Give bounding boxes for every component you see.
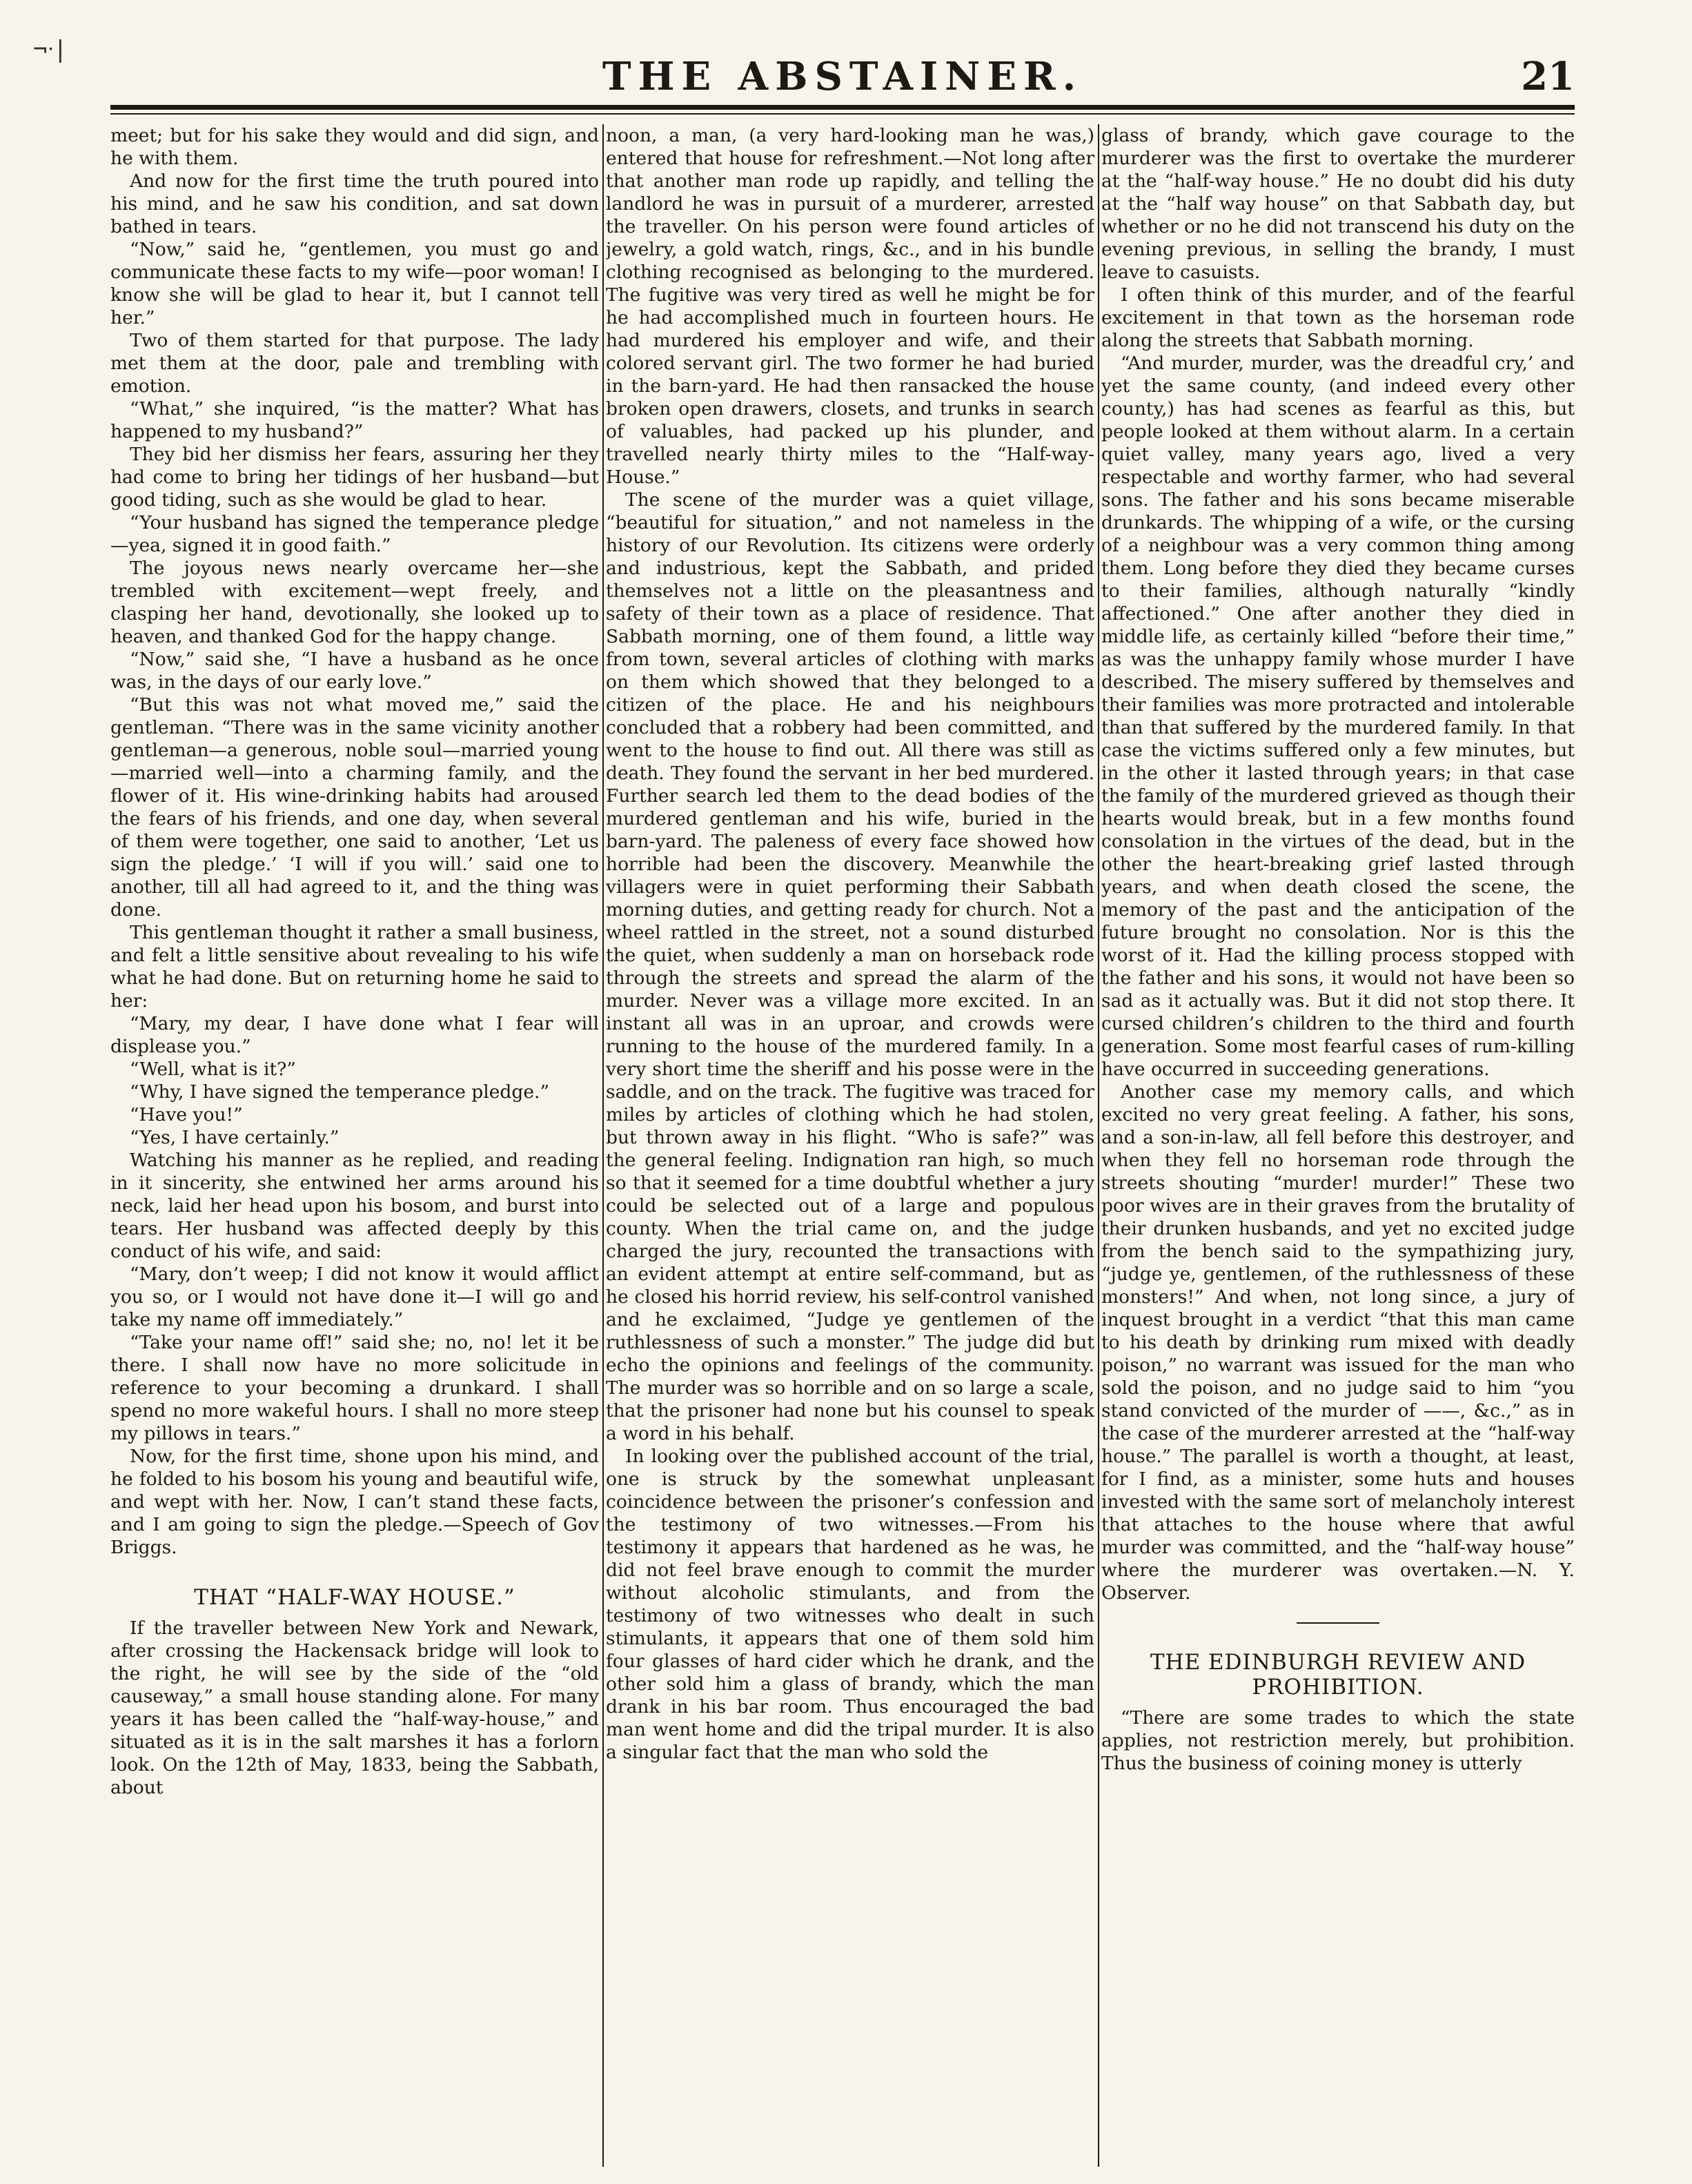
paragraph: “Your husband has signed the temperance pledge—yea, signed it in good faith.” <box>110 512 599 556</box>
paragraph: Watching his manner as he replied, and reading in it sincerity, she entwined her arms around his neck, laid her head upon his bosom, and burst into tears. Her husband was affected deeply by this conduct of his wife, and said: <box>110 1150 599 1262</box>
paragraph: The scene of the murder was a quiet village, “beautiful for situation,” and not nameless in the history of our Revolution. Its citizens were orderly and industrious, kept the Sabbath, and prided themselves not a little on the pleasantness and safety of their town as a place of residence. That Sabbath morning, one of them found, a little way from town, several articles of clothing with marks on them which showed that they belonged to a citizen of the place. He and his neighbours concluded that a robbery had been committed, and went to the house to find out. All there was still as death. They found the servant in her bed murdered. Further search led them to the dead bodies of the murdered gentleman and his wife, buried in the barn-yard. The paleness of every face showed how horrible had been the discovery. Meanwhile the villagers were in quiet performing their Sabbath morning duties, and getting ready for church. Not a wheel rattled in the street, not a sound disturbed the quiet, when suddenly a man on horseback rode through the streets and spread the alarm of the murder. Never was a village more excited. In an instant all was in an uproar, and crowds were running to the house of the murdered family. In a very short time the sheriff and his posse were in the saddle, and on the track. The fugitive was traced for miles by articles of clothing which he had stolen, but thrown away in his flight. “Who is safe?” was the general feeling. Indignation ran high, so much so that it seemed for a time doubtful whether a jury could be selected out of a large and populous county. When the trial came on, and the judge charged the jury, recounted the transactions with an evident attempt at entire self-command, but as he closed his horrid review, his self-control vanished and he exclaimed, “Judge ye gentlemen of the ruthlessness of such a monster.” The judge did but echo the opinions and feelings of the community. The murder was so horrible and on so large a scale, that the prisoner had none but his counsel to speak a word in his behalf. <box>606 489 1094 1444</box>
paragraph: “Take your name off!” said she; no, no! let it be there. I shall now have no more solicitude in reference to your becoming a drunkard. I shall spend no more wakeful hours. I shall no more steep my pillows in tears.” <box>110 1332 599 1444</box>
header-rule <box>110 105 1575 110</box>
paragraph: meet; but for his sake they would and did sign, and he with them. <box>110 125 599 169</box>
paragraph: “Have you!” <box>130 1104 243 1125</box>
paragraph: “But this was not what moved me,” said the gentleman. “There was in the same vicinity another gentleman—a generous, noble soul—married young—married well—into a charming family, and the flower of it. His wine-drinking habits had aroused the fears of his friends, and one day, when several of them were together, one said to another, ‘Let us sign the pledge.’ ‘I will if you will.’ said one to another, till all had agreed to it, and the thing was done. <box>110 694 599 921</box>
paragraph: “Now,” said he, “gentlemen, you must go and communicate these facts to my wife—poor woman! I know she will be glad to hear it, but I cannot tell her.” <box>110 239 599 328</box>
paragraph: And now for the first time the truth poured into his mind, and he saw his condition, and sat down bathed in tears. <box>110 170 599 237</box>
paragraph: noon, a man, (a very hard-looking man he was,) entered that house for refreshment.—Not long after that another man rode up rapidly, and telling the landlord he was in pursuit of a murderer, arrested the traveller. On his person were found articles of jewelry, a gold watch, rings, &c., and in his bundle clothing recognised as belonging to the murdered. The fugitive was very tired as well he might be for he had accomplished much in fourteen hours. He had murdered his employer and wife, and their colored servant girl. The two former he had buried in the barn-yard. He had then ransacked the house broken open drawers, closets, and trunks in search of valuables, had packed up his plunder, and travelled nearly thirty miles to the “Half-way-House.” <box>606 125 1094 488</box>
paragraph: “Now,” said she, “I have a husband as he once was, in the days of our early love.” <box>110 649 599 693</box>
paragraph: “Well, what is it?” <box>130 1059 296 1080</box>
column-divider <box>602 124 604 2167</box>
paragraph: I often think of this murder, and of the fearful excitement in that town as the horseman rode along the streets that Sabbath morning. <box>1101 284 1575 351</box>
page-number: 21 <box>1521 54 1575 99</box>
paragraph: The joyous news nearly overcame her—she trembled with excitement—wept freely, and clasping her hand, devotionally, she looked up to heaven, and thanked God for the happy change. <box>110 558 599 647</box>
journal-title: THE ABSTAINER. <box>602 54 1083 99</box>
paragraph: In looking over the published account of the trial, one is struck by the somewhat unpleasant coincidence between the prisoner’s confession and the testimony of two witnesses.—From his testimony it appears that hardened as he was, he did not feel brave enough to commit the murder without alcoholic stimulants, and from the testimony of two witnesses who dealt in such stimulants, it appears that one of them sold him four glasses of hard cider which he drank, and the other sold him a glass of brandy, which the man drank in his bar room. Thus encouraged the bad man went home and did the tripal murder. It is also a singular fact that the man who sold the <box>606 1446 1094 1763</box>
paragraph: “Why, I have signed the temperance pledge.” <box>130 1081 550 1103</box>
paragraph: “And murder, murder, was the dreadful cry,’ and yet the same county, (and indeed every other county,) has had scenes as fearful as this, but people looked at them without alarm. In a certain quiet valley, many years ago, lived a very respectable and worthy farmer, who had several sons. The father and his sons became miserable drunkards. The whipping of a wife, or the cursing of a neighbour was a very common thing among them. Long before they died they became curses to their families, although naturally “kindly affectioned.” One after another they died in middle life, as certainly killed “before their time,” as was the unhappy family whose murder I have described. The misery suffered by themselves and their families was more protracted and intolerable than that suffered by the murdered family. In that case the victims suffered only a few minutes, but in the other it lasted through years; in that case the family of the murdered grieved as though their hearts would break, but in a few months found consolation in the virtues of the dead, but in the other the heart-breaking grief lasted through years, and when death closed the scene, the memory of the past and the anticipation of the future brought no consolation. Nor is this the worst of it. Had the killing process stopped with the father and his sons, it would not have been so sad as it actually was. But it did not stop there. It cursed children’s children to the third and fourth generation. Some most fearful cases of rum-killing have occurred in succeeding generations. <box>1101 353 1575 1080</box>
paragraph: glass of brandy, which gave courage to the murderer was the first to overtake the murderer at the “half-way house.” He no doubt did his duty at the “half way house” on that Sabbath day, but whether or no he did not transcend his duty on the evening previous, in selling the brandy, I must leave to casuists. <box>1101 125 1575 283</box>
article-heading: THE EDINBURGH REVIEW AND PROHIBITION. <box>1150 1650 1526 1700</box>
paragraph: “What,” she inquired, “is the matter? What has happened to my husband?” <box>110 398 599 442</box>
column-3 <box>1101 124 1575 2167</box>
article-heading: THAT “HALF-WAY HOUSE.” <box>194 1585 515 1610</box>
paragraph: Two of them started for that purpose. The lady met them at the door, pale and trembling with emotion. <box>110 330 599 397</box>
paragraph: If the traveller between New York and Newark, after crossing the Hackensack bridge will look to the right, he will see by the side of the “old causeway,” a small house standing alone. For many years it has been called the “half-way-house,” and situated as it is in the salt marshes it has a forlorn look. On the 12th of May, 1833, being the Sabbath, about <box>110 1617 599 1798</box>
paragraph: They bid her dismiss her fears, assuring her they had come to bring her tidings of her husband—but good tiding, such as she would be glad to hear. <box>110 444 599 511</box>
paragraph: This gentleman thought it rather a small business, and felt a little sensitive about revealing to his wife what he had done. But on returning home he said to her: <box>110 922 599 1012</box>
column-2 <box>606 124 1094 2167</box>
paragraph: Now, for the first time, shone upon his mind, and he folded to his bosom his young and beautiful wife, and wept with her. Now, I can’t stand these facts, and I am going to sign the pledge.—Speech of Gov Briggs. <box>110 1446 599 1558</box>
paragraph: “Mary, my dear, I have done what I fear will displease you.” <box>110 1013 599 1057</box>
column-divider <box>1098 124 1099 2167</box>
paragraph: “Mary, don’t weep; I did not know it would afflict you so, or I would not have done it—I will go and take my name off immediately.” <box>110 1263 599 1330</box>
header-rule-thin <box>110 113 1575 115</box>
paragraph: “Yes, I have certainly.” <box>130 1127 340 1148</box>
paragraph: “There are some trades to which the state applies, not restriction merely, but prohibition. Thus the business of coining money is utterly <box>1101 1707 1575 1774</box>
section-end-rule <box>1297 1622 1379 1624</box>
paragraph: Another case my memory calls, and which excited no very great feeling. A father, his sons, and a son-in-law, all fell before this destroyer, and when they fell no horseman rode through the streets shouting “murder! murder!” These two poor wives are in their graves from the brutality of their drunken husbands, and yet no excited judge from the bench said to the sympathizing jury, “judge ye, gentlemen, of the ruthlessness of these monsters!” And when, not long since, a jury of inquest brought in a verdict “that this man came to his death by drinking rum mixed with deadly poison,” no warrant was issued for the man who sold the poison, and no judge said to him “you stand convicted of the murder of ——, &c.,” as in the case of the murderer arrested at the “half-way house.” The parallel is worth a thought, at least, for I find, as a minister, some huts and houses invested with the same sort of melancholy interest that attaches to the house where that awful murder was committed, and the “half-way house” where the murderer was overtaken.—N. Y. Observer. <box>1101 1081 1575 1604</box>
corner-mark: ¬ᐧ| <box>33 36 68 63</box>
running-header <box>110 54 1575 109</box>
column-1 <box>110 124 599 2167</box>
